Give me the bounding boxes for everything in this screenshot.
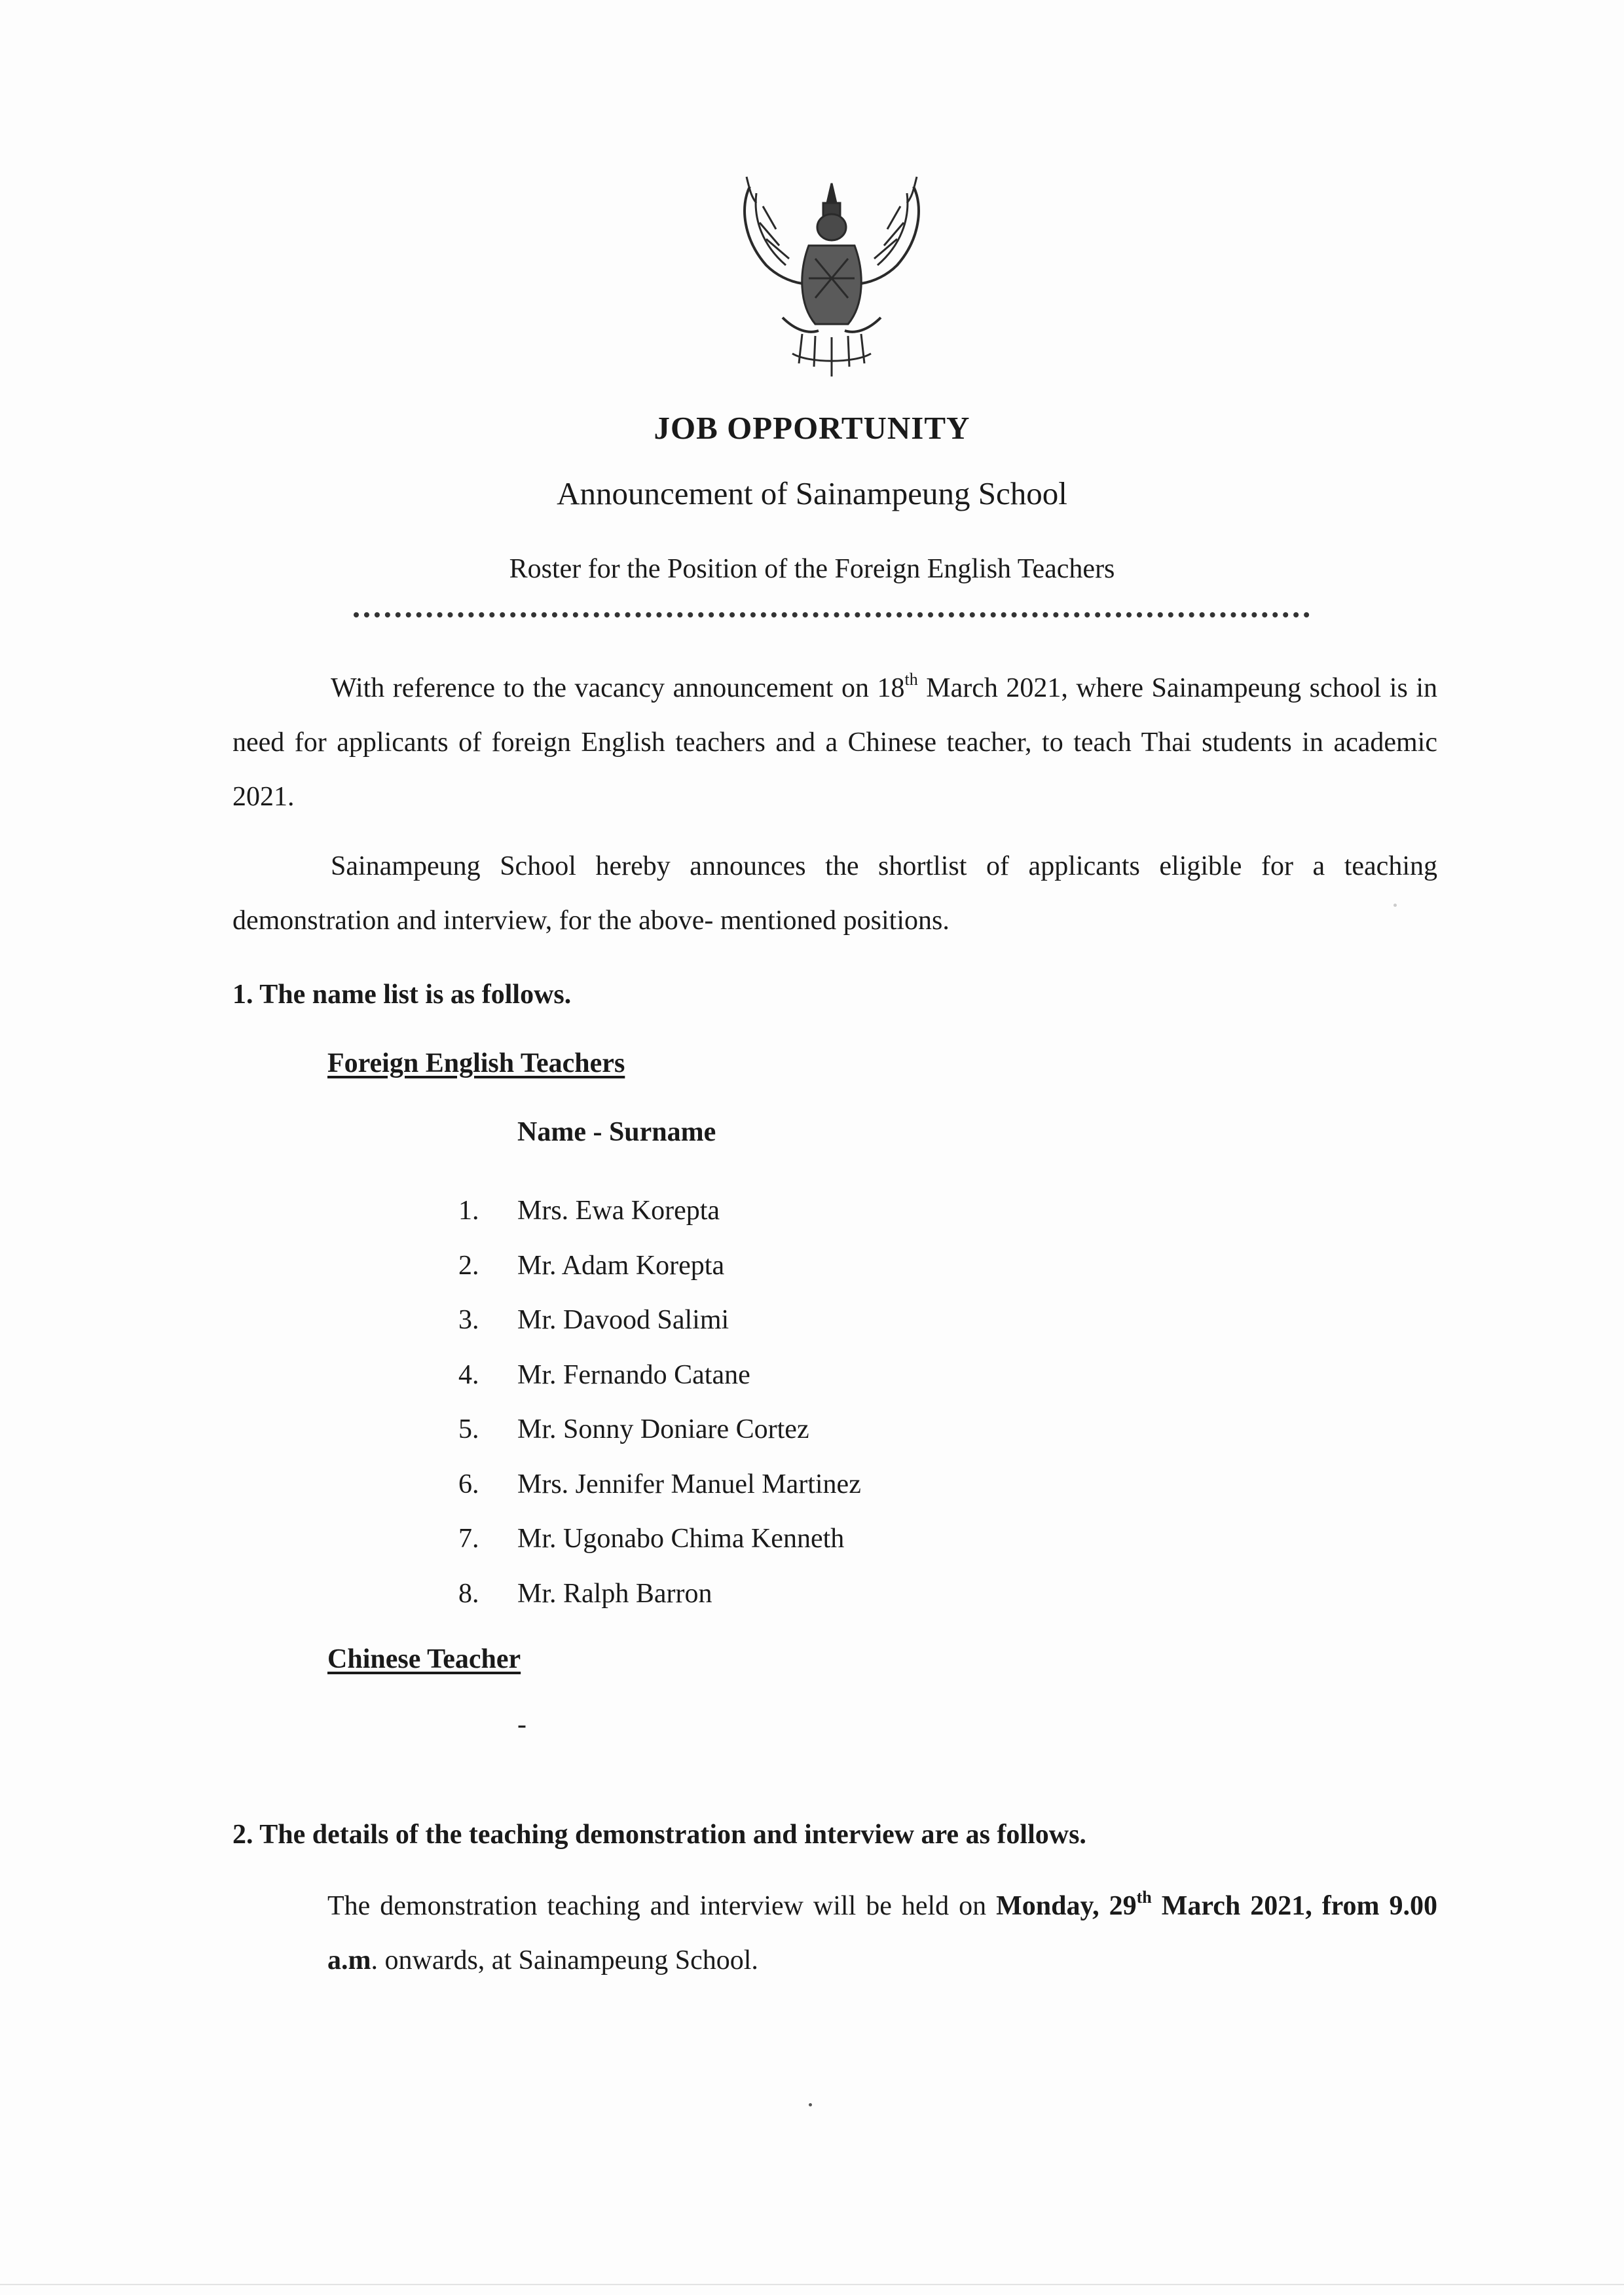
list-item: 6. Mrs. Jennifer Manuel Martinez — [458, 1469, 861, 1499]
shortlist-text: Sainampeung School hereby announces the shortlist of applicants eligible for a teaching demonstration and interview, for the above- mentioned positions. — [232, 851, 1437, 936]
intro-text-rest: March 2021, where Sainampeung school is in need for applicants of foreign English teachers and a Chinese teacher, to teach Thai students in academic 2021. — [232, 673, 1437, 812]
chinese-teacher-heading: Chinese Teacher — [327, 1644, 521, 1674]
section-2-heading: 2. The details of the teaching demonstration and interview are as follows. — [232, 1820, 1086, 1850]
intro-text-start: With reference to the vacancy announcement on 18 — [331, 673, 905, 703]
interview-date-superscript: th — [1136, 1888, 1152, 1907]
list-item: 2. Mr. Adam Korepta — [458, 1250, 725, 1281]
roster-line: Roster for the Position of the Foreign English Teachers — [509, 554, 1115, 584]
document-title: JOB OPPORTUNITY — [654, 410, 970, 446]
interview-date: Monday, 29 — [996, 1891, 1137, 1921]
chinese-teacher-placeholder: - — [517, 1710, 526, 1740]
page-edge — [0, 2284, 1624, 2285]
document-subtitle: Announcement of Sainampeung School — [557, 475, 1067, 511]
section-1-heading: 1. The name list is as follows. — [232, 980, 572, 1010]
list-item: 5. Mr. Sonny Doniare Cortez — [458, 1414, 809, 1444]
dotted-divider — [354, 612, 1310, 617]
list-item: 8. Mr. Ralph Barron — [458, 1578, 712, 1609]
interview-location-text: . onwards, at Sainampeung School. — [371, 1945, 758, 1975]
scan-speck — [1393, 904, 1397, 907]
details-text: The demonstration teaching and interview will be held on — [327, 1891, 997, 1921]
list-item: 7. Mr. Ugonabo Chima Kenneth — [458, 1524, 845, 1554]
english-teachers-heading: Foreign English Teachers — [327, 1048, 625, 1078]
list-item: 4. Mr. Fernando Catane — [458, 1359, 750, 1390]
garuda-emblem-icon — [737, 167, 927, 383]
name-column-header: Name - Surname — [517, 1117, 716, 1147]
list-item: 3. Mr. Davood Salimi — [458, 1305, 729, 1335]
interview-time: from 9.00 a.m — [327, 1891, 1438, 1975]
shortlist-paragraph — [232, 839, 1437, 948]
intro-paragraph — [232, 661, 1437, 824]
date-superscript: th — [904, 670, 918, 689]
teacher-name-list — [458, 1184, 861, 1621]
scan-speck — [809, 2103, 812, 2106]
interview-month-year: March 2021, — [1151, 1891, 1312, 1921]
interview-details-paragraph — [327, 1879, 1437, 1988]
list-item: 1. Mrs. Ewa Korepta — [458, 1196, 720, 1226]
